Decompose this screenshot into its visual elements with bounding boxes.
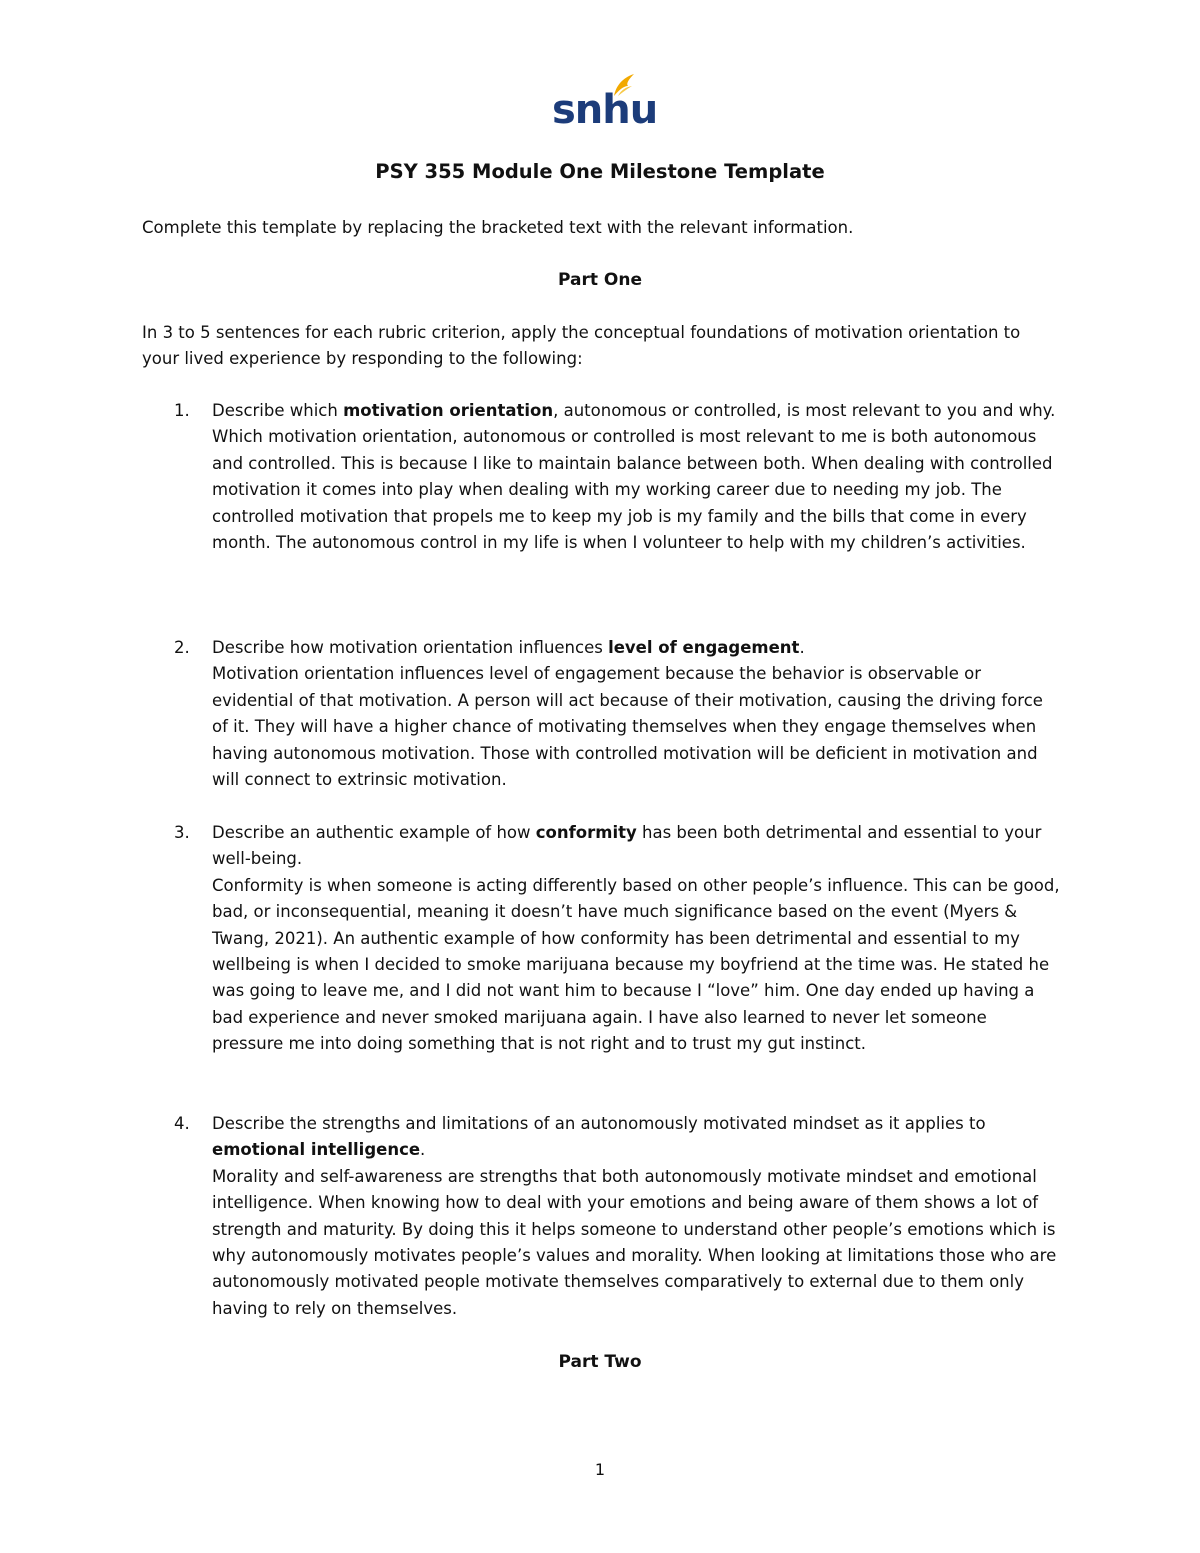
item-answer: Conformity is when someone is acting differently based on other people’s influence. This can be good, bad, or inconsequential, meaning it doesn’t have much significance based on the event (Myers & Twang, 2021). An authentic example of how conformity has been detrimental and essential to my wellbeing is when I decided to smoke marijuana because my boyfriend at the time was. He stated he was going to leave me, and I did not want him to because I “love” him. One day ended up having a bad experience and never smoked marijuana again. I have also learned to never let someone pressure me into doing something that is not right and to trust my gut instinct. [212,875,1060,1054]
item-keyword: motivation orientation [343,401,554,420]
item-keyword: conformity [535,823,637,842]
page-number: 1 [594,1460,606,1479]
item-question: Describe an authentic example of how conformity has been both detrimental and essential to your well-being. [212,823,1042,869]
item-number: 2. [174,638,190,657]
snhu-logo [552,72,658,134]
item-answer: Which motivation orientation, autonomous or controlled is most relevant to me is both autonomous and controlled. This is because I like to maintain balance between both. When dealing with controlled motivation it comes into play when dealing with my working career due to needing my job. The controlled motivation that propels me to keep my job is my family and the bills that come in every month. The autonomous control in my life is when I volunteer to help with my children’s activities. [212,427,1053,553]
logo-wordmark: snhu [552,87,658,133]
document-title: PSY 355 Module One Milestone Template [375,160,825,183]
item-answer: Motivation orientation influences level of engagement because the behavior is observable or evidential of that motivation. A person will act because of their motivation, causing the driving force of it. They will have a higher chance of motivating themselves when they engage themselves when having autonomous motivation. Those with controlled motivation will be deficient in motivation and will connect to extrinsic motivation. [212,664,1043,790]
flame-icon [610,72,636,98]
item-question: Describe the strengths and limitations of an autonomously motivated mindset as it applies to emotional intelligence. [212,1114,986,1160]
item-answer: Morality and self-awareness are strengths that both autonomously motivate mindset and emotional intelligence. When knowing how to deal with your emotions and being aware of them shows a lot of strength and maturity. By doing this it helps someone to understand other people’s emotions which is why autonomously motivates people’s values and morality. When looking at limitations those who are autonomously motivated people motivate themselves comparatively to external due to them only having to rely on themselves. [212,1166,1057,1318]
item-number: 1. [174,401,190,420]
item-number: 3. [174,823,190,842]
item-number: 4. [174,1114,190,1133]
intro-text: Complete this template by replacing the bracketed text with the relevant information. [142,218,854,237]
part-one-heading: Part One [558,270,642,290]
item-question: Describe which motivation orientation, autonomous or controlled, is most relevant to you and why. [212,401,1056,420]
item-keyword: level of engagement [608,638,800,657]
item-question: Describe how motivation orientation influences level of engagement. [212,638,805,657]
item-keyword: emotional intelligence [212,1140,421,1160]
part-one-lead: In 3 to 5 sentences for each rubric criterion, apply the conceptual foundations of motivation orientation to your lived experience by responding to the following: [142,323,1021,369]
part-two-heading: Part Two [558,1352,642,1372]
